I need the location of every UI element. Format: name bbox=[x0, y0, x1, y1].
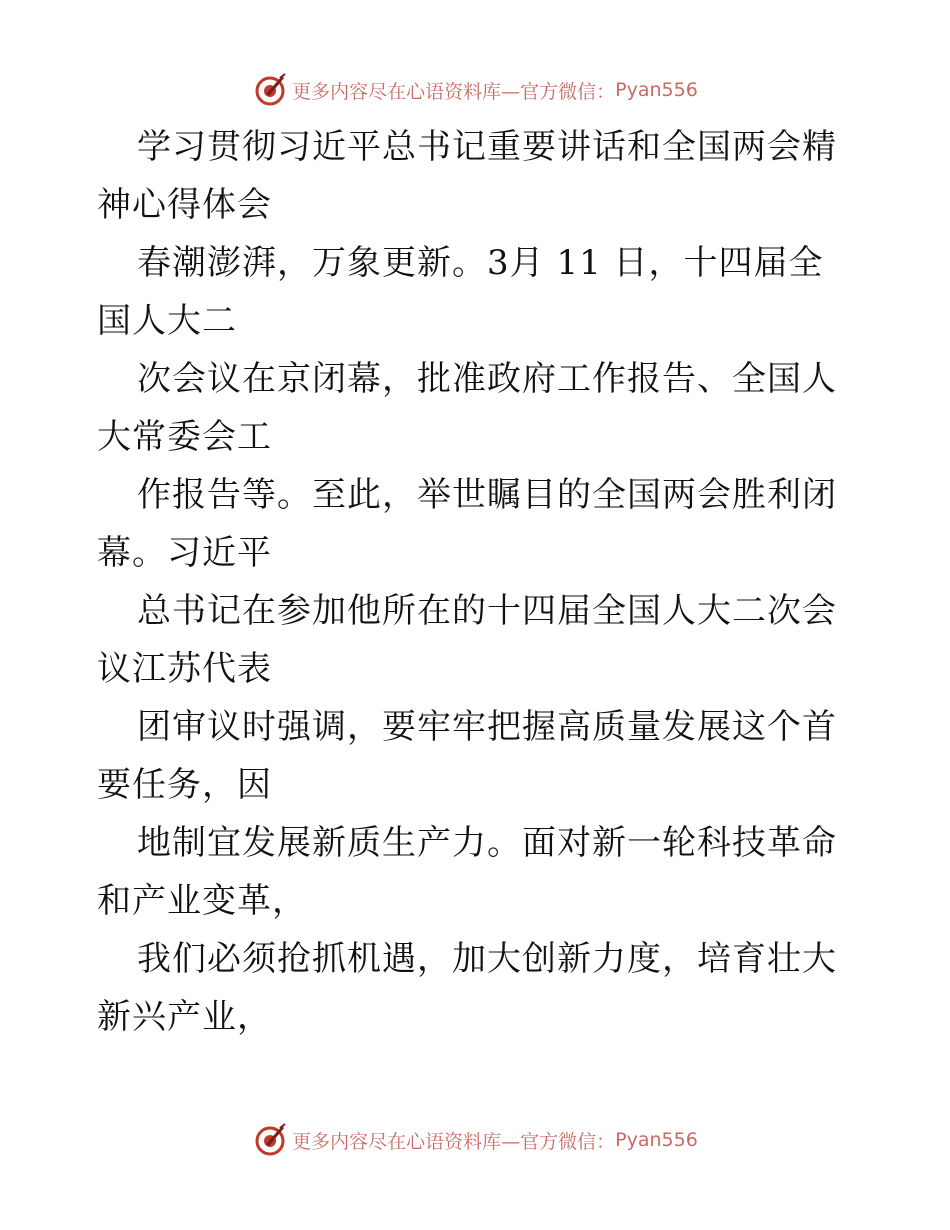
watermark-site-text: 更多内容尽在心语资料库—官方微信： bbox=[292, 1130, 616, 1153]
watermark-site-text: 更多内容尽在心语资料库—官方微信： bbox=[292, 80, 616, 103]
watermark-wechat-id: Pyan556 bbox=[615, 79, 698, 101]
paragraph: 团审议时强调，要牢牢把握高质量发展这个首要任务，因 bbox=[97, 707, 837, 805]
paragraph: 作报告等。至此，举世瞩目的全国两会胜利闭幕。习近平 bbox=[97, 475, 837, 573]
paragraph-title: 学习贯彻习近平总书记重要讲话和全国两会精神心得体会 bbox=[97, 127, 837, 225]
paragraph: 地制宜发展新质生产力。面对新一轮科技革命和产业变革， bbox=[97, 823, 837, 921]
paragraph: 我们必须抢抓机遇，加大创新力度，培育壮大新兴产业， bbox=[97, 939, 837, 1037]
footer-watermark bbox=[0, 1120, 950, 1160]
quill-circle-logo-icon bbox=[252, 1122, 288, 1158]
paragraph: 次会议在京闭幕，批准政府工作报告、全国人大常委会工 bbox=[97, 359, 837, 457]
quill-circle-logo-icon bbox=[252, 72, 288, 108]
document-body bbox=[97, 118, 857, 1046]
header-watermark bbox=[0, 70, 950, 110]
paragraph: 总书记在参加他所在的十四届全国人大二次会议江苏代表 bbox=[97, 591, 837, 689]
watermark-wechat-id: Pyan556 bbox=[615, 1129, 698, 1151]
paragraph: 春潮澎湃，万象更新。3月 11 日，十四届全国人大二 bbox=[97, 243, 824, 341]
